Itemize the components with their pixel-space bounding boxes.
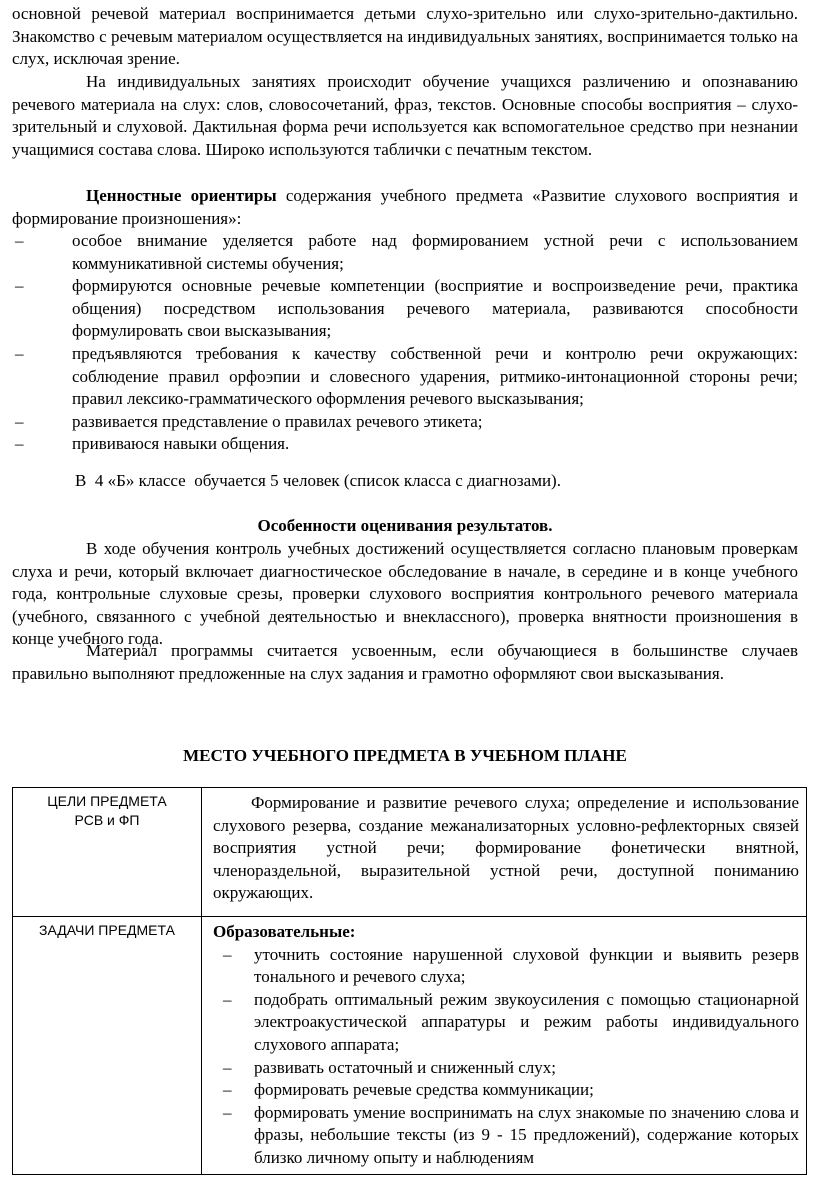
plan-table bbox=[12, 787, 807, 1175]
values-lead-bold: Ценностные ориентиры bbox=[86, 186, 277, 205]
goals-label-cell bbox=[13, 788, 202, 917]
list-item: – формируются основные речевые компетенции (восприятие и воспроизведение речи, практика общения) посредством использования речевого материала, развиваются способности формулировать свои высказывания; bbox=[12, 275, 798, 343]
evaluation-paragraph-2: Материал программы считается усвоенным, если обучающиеся в большинстве случаев правильно выполняют предложенные на слух задания и грамотно оформляют свои высказывания. bbox=[12, 641, 798, 683]
table-row bbox=[13, 788, 807, 917]
list-item: – формировать умение воспринимать на слух знакомые по значению слова и фразы, небольшие тексты (из 9 - 15 предложений), содержание которых близко личному опыту и наблюдениям bbox=[213, 1102, 799, 1170]
values-lead-text: содержания учебного предмета «Развитие слухового восприятия и формирование произношения»: bbox=[12, 186, 798, 228]
list-item: – уточнить состояние нарушенной слуховой функции и выявить резерв тонального и речевого слуха; bbox=[213, 944, 799, 989]
goals-text-cell bbox=[202, 788, 807, 917]
class-info: В 4 «Б» классе обучается 5 человек (список класса с диагнозами). bbox=[75, 471, 561, 490]
goals-label bbox=[13, 788, 201, 830]
intro-paragraph-1: основной речевой материал воспринимается детьми слухо-зрительно или слухо-зрительно-дактильно. Знакомство с речевым материалом осуществляется на индивидуальных занятиях, воспринимается только на слух, исключая зрение. bbox=[12, 4, 798, 69]
plan-heading: МЕСТО УЧЕБНОГО ПРЕДМЕТА В УЧЕБНОМ ПЛАНЕ bbox=[183, 746, 627, 765]
tasks-text-cell bbox=[202, 917, 807, 1175]
tasks-subheading: Образовательные: bbox=[213, 922, 356, 941]
list-item: – особое внимание уделяется работе над формированием устной речи с использованием коммуникативной системы обучения; bbox=[12, 230, 798, 275]
list-item: – развивается представление о правилах речевого этикета; bbox=[12, 411, 798, 434]
list-item: – развивать остаточный и сниженный слух; bbox=[213, 1057, 799, 1080]
tasks-label: ЗАДАЧИ ПРЕДМЕТА bbox=[39, 922, 175, 938]
evaluation-paragraph-1: В ходе обучения контроль учебных достижений осуществляется согласно плановым проверкам слуха и речи, который включает диагностическое обследование в начале, в середине и в конце учебного года, контрольные слуховые срезы, проверки слухового восприятия контрольного речевого материала (учебного, связанного с учебной деятельностью и внеклассного), проверка внятности произношения в конце учебного года. bbox=[12, 539, 798, 649]
evaluation-heading: Особенности оценивания результатов. bbox=[257, 516, 553, 535]
list-item: – формировать речевые средства коммуникации; bbox=[213, 1079, 799, 1102]
list-item: – прививаюся навыки общения. bbox=[12, 433, 798, 456]
tasks-content bbox=[202, 917, 806, 1174]
tasks-label-cell bbox=[13, 917, 202, 1175]
intro-paragraph-2: На индивидуальных занятиях происходит обучение учащихся различению и опознаванию речевого материала на слух: слов, словосочетаний, фраз, текстов. Основные способы восприятия – слухо-зрительный и слуховой. Дактильная форма речи используется как вспомогательное средство при незнании учащимися состава слова. Широко используются таблички с печатным текстом. bbox=[12, 72, 798, 159]
goals-label-line-1: ЦЕЛИ ПРЕДМЕТА bbox=[47, 793, 167, 809]
tasks-list bbox=[213, 944, 799, 1170]
values-paragraph bbox=[12, 185, 798, 230]
goals-text: Формирование и развитие речевого слуха; определение и использование слухового резерва, создание межанализаторных условно-рефлекторных связей восприятия устной речи; формирование фонетически внятной, членораздельной, выразительной устной речи, доступной пониманию окружающих. bbox=[213, 793, 799, 903]
values-list bbox=[12, 230, 798, 456]
goals-label-line-2: РСВ и ФП bbox=[74, 812, 140, 828]
table-row bbox=[13, 917, 807, 1175]
list-item: – подобрать оптимальный режим звукоусиления с помощью стационарной электроакустической аппаратуры и режим работы индивидуального слухового аппарата; bbox=[213, 989, 799, 1057]
list-item: – предъявляются требования к качеству собственной речи и контролю речи окружающих: соблюдение правил орфоэпии и словесного ударения, ритмико-интонационной стороны речи; правил лексико-грамматического оформления речевого высказывания; bbox=[12, 343, 798, 411]
